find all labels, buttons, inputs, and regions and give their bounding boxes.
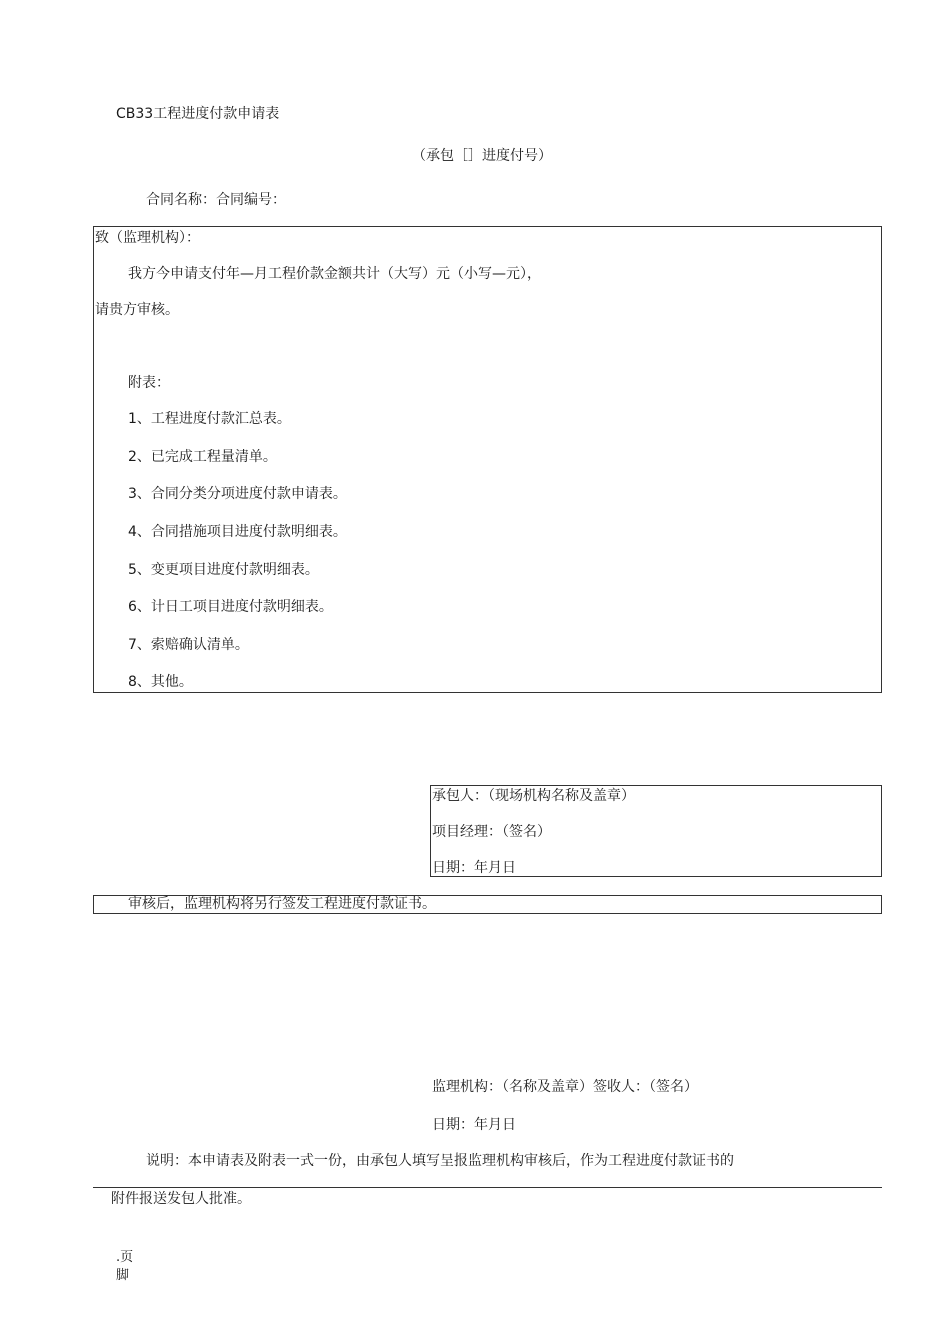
form-title: CB33工程进度付款申请表 — [116, 106, 280, 122]
list-item: 5、变更项目进度付款明细表。 — [128, 562, 319, 578]
page-footer-line-2: 脚 — [116, 1268, 130, 1283]
instructions-note: 说明：本申请表及附表一式一份，由承包人填写呈报监理机构审核后，作为工程进度付款证书的 — [146, 1153, 734, 1169]
document-number: （承包［］进度付号） — [412, 148, 552, 164]
addressee-line: 致（监理机构）： — [95, 230, 200, 246]
project-manager-line: 项目经理：（签名） — [432, 824, 551, 840]
list-item: 6、计日工项目进度付款明细表。 — [128, 599, 333, 615]
review-note: 审核后，监理机构将另行签发工程进度付款证书。 — [128, 896, 436, 912]
list-item: 7、索赔确认清单。 — [128, 637, 249, 653]
list-item: 2、已完成工程量清单。 — [128, 449, 277, 465]
list-item: 8、其他。 — [128, 674, 193, 690]
contractor-date-line: 日期：年月日 — [432, 860, 516, 876]
attachments-heading: 附表： — [128, 375, 170, 391]
review-request: 请贵方审核。 — [95, 302, 179, 318]
supervisor-org-line: 监理机构：（名称及盖章）签收人：（签名） — [432, 1079, 698, 1095]
contract-info-line: 合同名称：合同编号： — [146, 192, 286, 208]
payment-statement: 我方今申请支付年—月工程价款金额共计（大写）元（小写—元）， — [128, 266, 541, 282]
list-item: 3、合同分类分项进度付款申请表。 — [128, 486, 347, 502]
divider — [93, 1187, 882, 1188]
list-item: 4、合同措施项目进度付款明细表。 — [128, 524, 347, 540]
page-footer-line-1: .页 — [116, 1250, 134, 1265]
contractor-name-line: 承包人：（现场机构名称及盖章） — [432, 788, 635, 804]
list-item: 1、工程进度付款汇总表。 — [128, 411, 291, 427]
instructions-note-continued: 附件报送发包人批准。 — [111, 1191, 251, 1207]
supervisor-date-line: 日期：年月日 — [432, 1117, 516, 1133]
